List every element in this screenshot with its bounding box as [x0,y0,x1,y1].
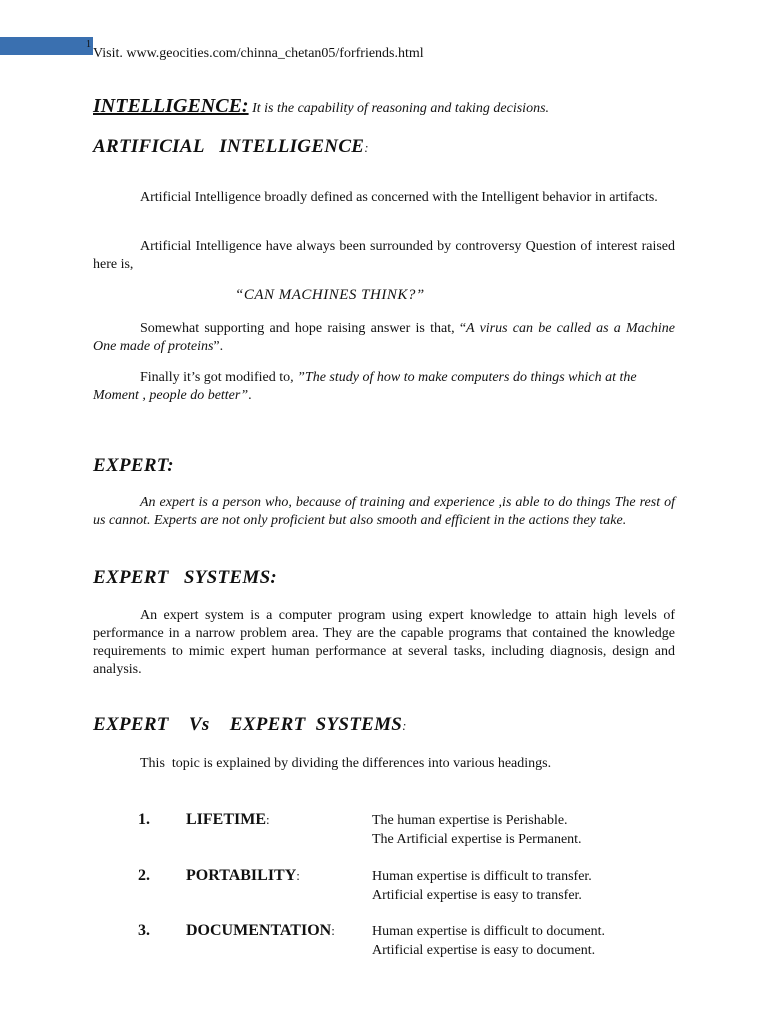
intelligence-definition: It is the capability of reasoning and taking decisions. [248,101,550,116]
ai-p3-end: ”. [213,339,224,354]
ai-heading: ARTIFICIAL INTELLIGENCE [93,136,365,157]
ai-p4-start: Finally it’s got modified to [140,370,291,385]
item-human-text: Human expertise is difficult to document. [372,924,606,939]
item-label-colon: : [266,812,270,827]
expert-paragraph: An expert is a person who, because of training and experience ,is able to do things The rest of us cannot. Experts are not only proficient but also smooth and efficient in the actions they take. [93,495,675,528]
item-label [186,922,335,940]
item-number: 3. [138,922,150,939]
ai-paragraph-4 [93,369,675,405]
item-human-text: The human expertise is Perishable. [372,813,568,828]
ai-p4-quote: , ”The study of how to make computers do things which at the Moment , people do better” [93,370,637,403]
comparison-heading-colon: : [402,718,407,733]
comparison-heading-line [93,714,407,736]
item-label-colon: : [331,923,335,938]
visit-link-text: Visit. www.geocities.com/chinna_chetan05/forfriends.html [93,46,424,61]
comparison-item-documentation [0,922,768,962]
item-number: 1. [138,811,150,828]
ai-p4-end: . [248,388,252,403]
expert-systems-heading: EXPERT SYSTEMS: [93,567,278,588]
comparison-intro: This topic is explained by dividing the differences into various headings. [140,756,552,771]
item-label-text: LIFETIME [186,811,267,828]
ai-p3-quote: A virus can be called as a Machine One made of proteins [93,321,675,354]
ai-question: “CAN MACHINES THINK?” [235,287,425,303]
item-artificial-text: The Artificial expertise is Permanent. [372,832,582,847]
ai-heading-line [93,136,369,158]
ai-p3-start: Somewhat supporting and hope raising answer is that, “ [140,321,467,336]
item-label-colon: : [296,868,300,883]
expert-heading: EXPERT: [93,455,174,476]
intelligence-heading-line [93,95,549,118]
ai-paragraph-2: Artificial Intelligence have always been surrounded by controversy Question of interest raised here is, [93,239,675,272]
item-artificial-text: Artificial expertise is easy to document. [372,943,596,958]
item-number: 2. [138,867,150,884]
expert-systems-paragraph: An expert system is a computer program using expert knowledge to attain high levels of performance in a narrow problem area. They are the capable programs that contained the knowledge requirements to mimic expert human performance at several tasks, including diagnosis, design and analysis. [93,608,675,677]
item-label [186,811,270,829]
ai-paragraph-3 [93,320,675,356]
comparison-heading: EXPERT Vs EXPERT SYSTEMS [93,714,403,735]
ai-heading-colon: : [364,140,369,155]
comparison-item-lifetime [0,811,768,851]
ai-paragraph-1: Artificial Intelligence broadly defined as concerned with the Intelligent behavior in artifacts. [140,190,658,205]
item-artificial-text: Artificial expertise is easy to transfer. [372,888,582,903]
comparison-item-portability [0,867,768,907]
item-label-text: PORTABILITY [186,867,297,884]
header-color-bar [0,37,93,55]
intelligence-heading: INTELLIGENCE: [93,95,249,117]
item-label [186,867,300,885]
item-human-text: Human expertise is difficult to transfer. [372,869,592,884]
page-number: 1 [86,39,91,50]
item-label-text: DOCUMENTATION [186,922,332,939]
